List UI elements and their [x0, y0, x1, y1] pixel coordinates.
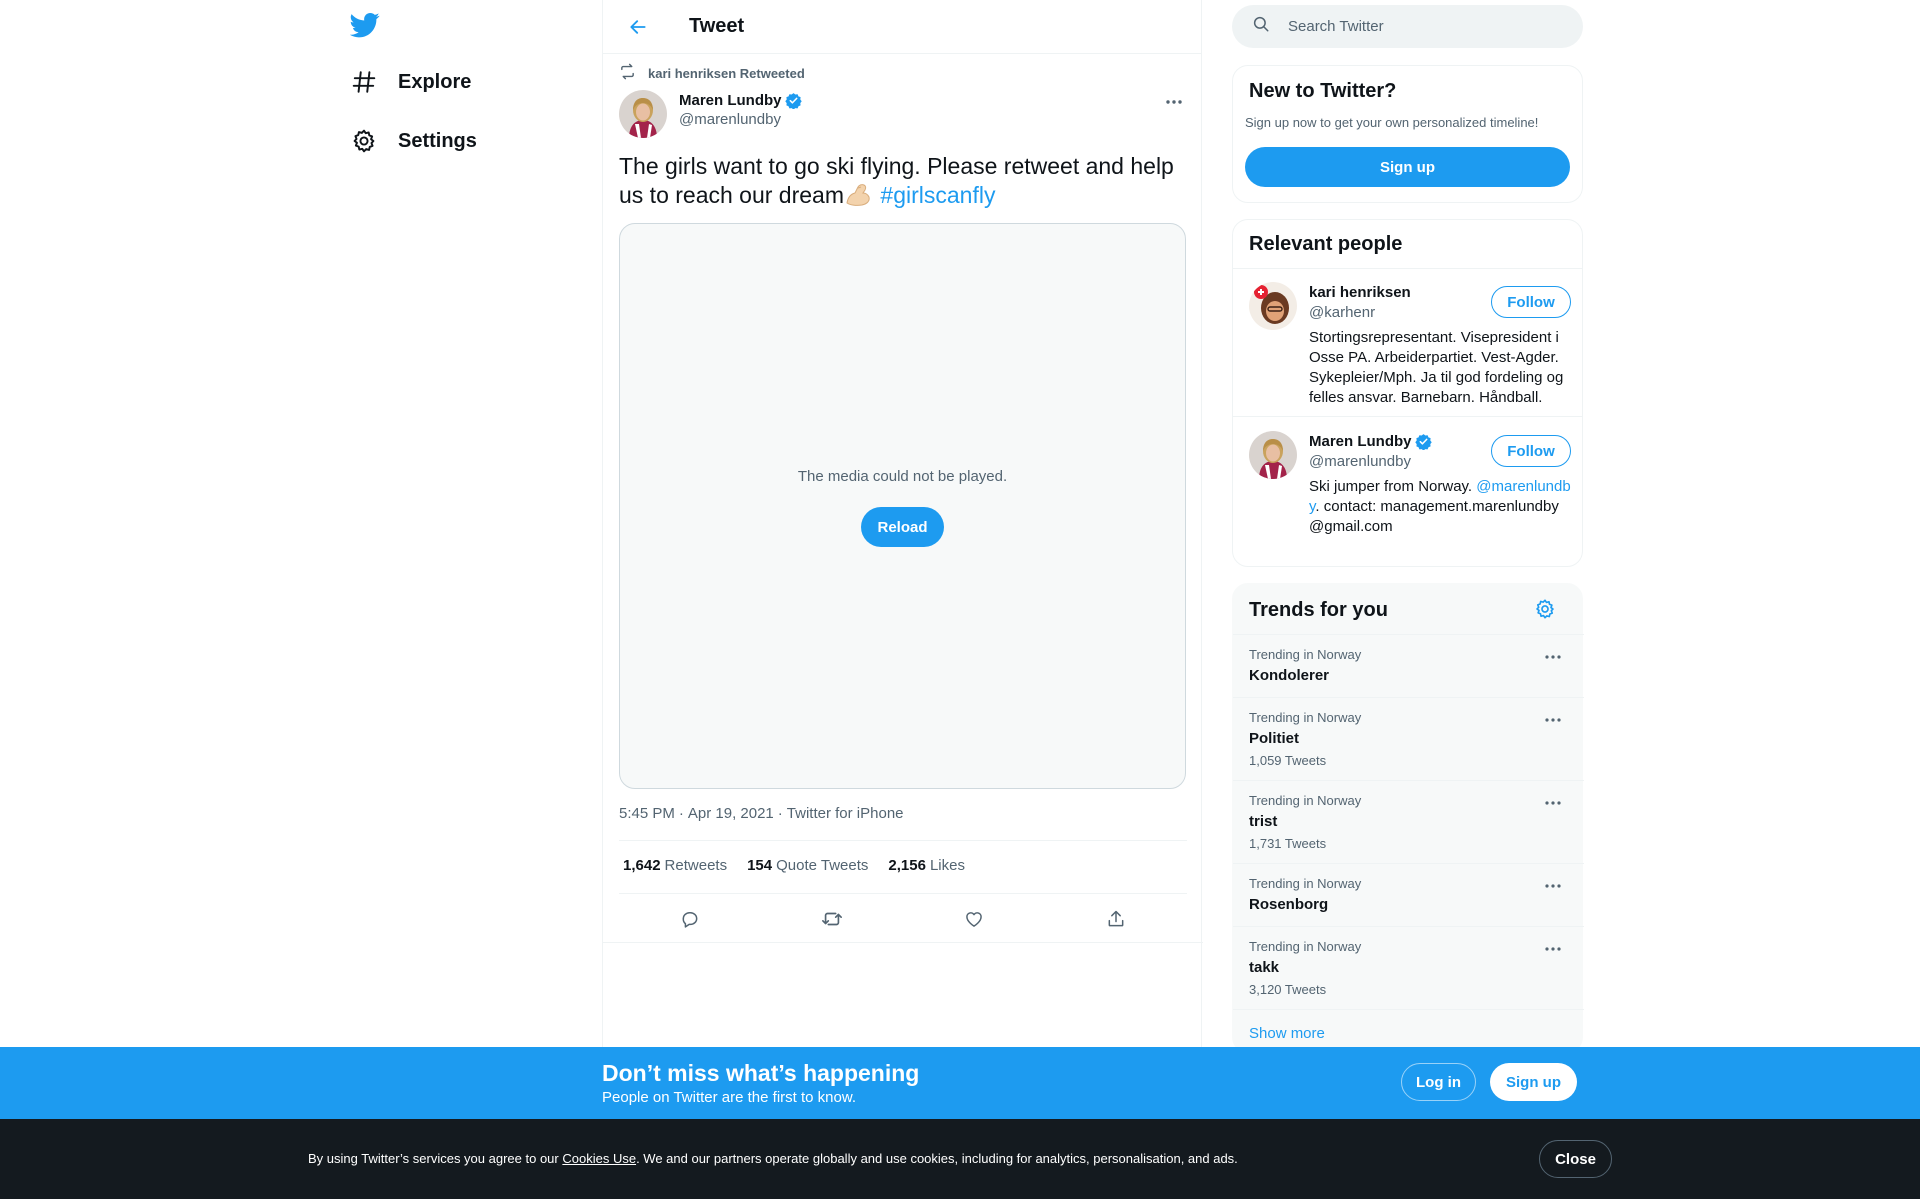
trends-card — [1232, 583, 1583, 1053]
relevant-people-card — [1232, 219, 1583, 567]
person-name[interactable]: kari henriksen — [1309, 284, 1411, 301]
like-heart-icon[interactable] — [955, 900, 993, 938]
trend-count: 1,731 Tweets — [1249, 836, 1327, 851]
tweet-header — [603, 0, 1201, 54]
share-icon[interactable] — [1097, 900, 1135, 938]
divider — [1233, 416, 1582, 417]
divider — [619, 893, 1187, 894]
more-options-icon[interactable] — [1542, 876, 1564, 896]
search-icon — [1252, 15, 1270, 38]
trends-settings-gear-icon[interactable] — [1534, 598, 1558, 622]
login-button[interactable]: Log in — [1401, 1063, 1476, 1101]
trend-count: 1,059 Tweets — [1249, 753, 1327, 768]
person-bio — [1309, 477, 1571, 537]
trend-context: Trending in Norway — [1249, 876, 1362, 891]
bio-text: Ski jumper from Norway. — [1309, 478, 1477, 495]
divider — [619, 840, 1187, 841]
tweet-meta: 5:45 PM · Apr 19, 2021 · Twitter for iPhone — [619, 805, 904, 822]
signup-banner — [0, 1047, 1920, 1119]
retweets-stat[interactable]: 1,642 Retweets — [623, 857, 728, 874]
back-arrow-icon[interactable] — [621, 10, 655, 44]
divider — [1233, 268, 1582, 269]
more-options-icon[interactable] — [1542, 647, 1564, 667]
trend-item[interactable] — [1233, 926, 1584, 1009]
media-player[interactable] — [619, 223, 1186, 789]
divider — [603, 942, 1203, 943]
signup-button[interactable]: Sign up — [1245, 147, 1570, 187]
signup-button[interactable]: Sign up — [1490, 1063, 1577, 1101]
gear-icon — [350, 127, 378, 155]
trend-item[interactable] — [1233, 697, 1584, 780]
trend-item[interactable] — [1233, 780, 1584, 863]
more-options-icon[interactable] — [1542, 710, 1564, 730]
more-options-icon[interactable] — [1542, 793, 1564, 813]
trend-name: Rosenborg — [1249, 896, 1329, 913]
media-error-message: The media could not be played. — [797, 468, 1008, 485]
retweeted-by[interactable] — [619, 63, 805, 83]
verified-badge-icon — [1415, 433, 1432, 450]
avatar[interactable] — [1249, 282, 1297, 330]
more-options-icon[interactable] — [1161, 92, 1187, 112]
trend-name: Kondolerer — [1249, 667, 1330, 684]
bio-text: . contact: management.marenlundby@gmail.com — [1309, 498, 1559, 535]
cookie-text-post: . We and our partners operate globally and use cookies, including for analytics, personalisation, and ads. — [636, 1151, 1238, 1166]
page-title: Tweet — [689, 15, 745, 37]
follow-button[interactable]: Follow — [1491, 286, 1571, 318]
trend-item[interactable] — [1233, 634, 1584, 697]
hashtag-icon — [350, 68, 378, 96]
nav-item-explore[interactable] — [350, 58, 471, 106]
trend-name: takk — [1249, 959, 1280, 976]
tweet-actions — [619, 900, 1187, 938]
tweet-column — [602, 0, 1202, 1199]
reply-icon[interactable] — [671, 900, 709, 938]
search-input[interactable] — [1288, 18, 1558, 35]
more-options-icon[interactable] — [1542, 939, 1564, 959]
tweet-text — [619, 152, 1187, 214]
new-to-twitter-subtitle: Sign up now to get your own personalized timeline! — [1245, 115, 1539, 130]
tweet-author — [619, 90, 1187, 138]
banner-subtitle: People on Twitter are the first to know. — [602, 1089, 857, 1106]
author-name[interactable]: Maren Lundby — [679, 92, 782, 109]
cookie-text — [308, 1151, 1238, 1166]
author-handle[interactable]: @marenlundby — [679, 111, 781, 128]
retweet-icon[interactable] — [813, 900, 851, 938]
person-bio: Stortingsrepresentant. Visepresident i Osse PA. Arbeiderpartiet. Vest-Agder. Sykepleier/Mph. Ja til god fordeling og felles ansvar. Barnebarn. Håndball. — [1309, 329, 1564, 406]
divider — [1233, 1009, 1584, 1010]
tweet-date[interactable]: Apr 19, 2021 — [687, 805, 774, 822]
verified-badge-icon — [785, 92, 802, 109]
tweet-body: The girls want to go ski flying. Please retweet and help us to reach our dream — [619, 153, 1174, 208]
quote-tweets-stat[interactable]: 154 Quote Tweets — [747, 857, 869, 874]
bio-mention-link[interactable]: @marenlundby — [1309, 478, 1571, 515]
retweet-icon — [619, 63, 636, 83]
tweet-stats — [623, 857, 985, 874]
trend-context: Trending in Norway — [1249, 647, 1362, 662]
cookie-text-pre: By using Twitter’s services you agree to our — [308, 1151, 563, 1166]
new-to-twitter-card — [1232, 65, 1583, 203]
trend-count: 3,120 Tweets — [1249, 982, 1327, 997]
trend-item[interactable] — [1233, 863, 1584, 926]
flexed-biceps-icon — [844, 181, 872, 214]
trend-context: Trending in Norway — [1249, 710, 1362, 725]
nav-item-settings[interactable] — [350, 117, 477, 165]
reload-button[interactable]: Reload — [861, 507, 944, 547]
tweet-source[interactable]: Twitter for iPhone — [786, 805, 904, 822]
banner-title: Don’t miss what’s happening — [602, 1060, 920, 1086]
avatar[interactable] — [619, 90, 667, 138]
nav-explore-label: Explore — [398, 70, 472, 93]
cookies-use-link[interactable]: Cookies Use — [562, 1151, 637, 1166]
twitter-logo-icon[interactable] — [350, 10, 382, 42]
person-name[interactable]: Maren Lundby — [1309, 433, 1412, 450]
trend-name: trist — [1249, 813, 1278, 830]
avatar[interactable] — [1249, 431, 1297, 479]
trend-context: Trending in Norway — [1249, 793, 1362, 808]
person-handle[interactable]: @marenlundby — [1309, 453, 1411, 470]
cookie-banner — [0, 1119, 1920, 1199]
close-button[interactable]: Close — [1539, 1140, 1612, 1178]
relevant-people-title: Relevant people — [1249, 233, 1403, 255]
tweet-time[interactable]: 5:45 PM — [619, 805, 675, 822]
retweeted-by-label: kari henriksen Retweeted — [648, 65, 805, 81]
nav-settings-label: Settings — [398, 129, 477, 152]
hashtag-link[interactable]: #girlscanfly — [880, 182, 996, 208]
show-more-link[interactable]: Show more — [1249, 1025, 1325, 1042]
person-handle[interactable]: @karhenr — [1309, 304, 1376, 321]
trend-context: Trending in Norway — [1249, 939, 1362, 954]
trend-name: Politiet — [1249, 730, 1300, 747]
trends-title: Trends for you — [1249, 599, 1388, 621]
search-bar[interactable] — [1232, 5, 1583, 48]
new-to-twitter-title: New to Twitter? — [1249, 80, 1397, 102]
likes-stat[interactable]: 2,156 Likes — [888, 857, 965, 874]
follow-button[interactable]: Follow — [1491, 435, 1571, 467]
